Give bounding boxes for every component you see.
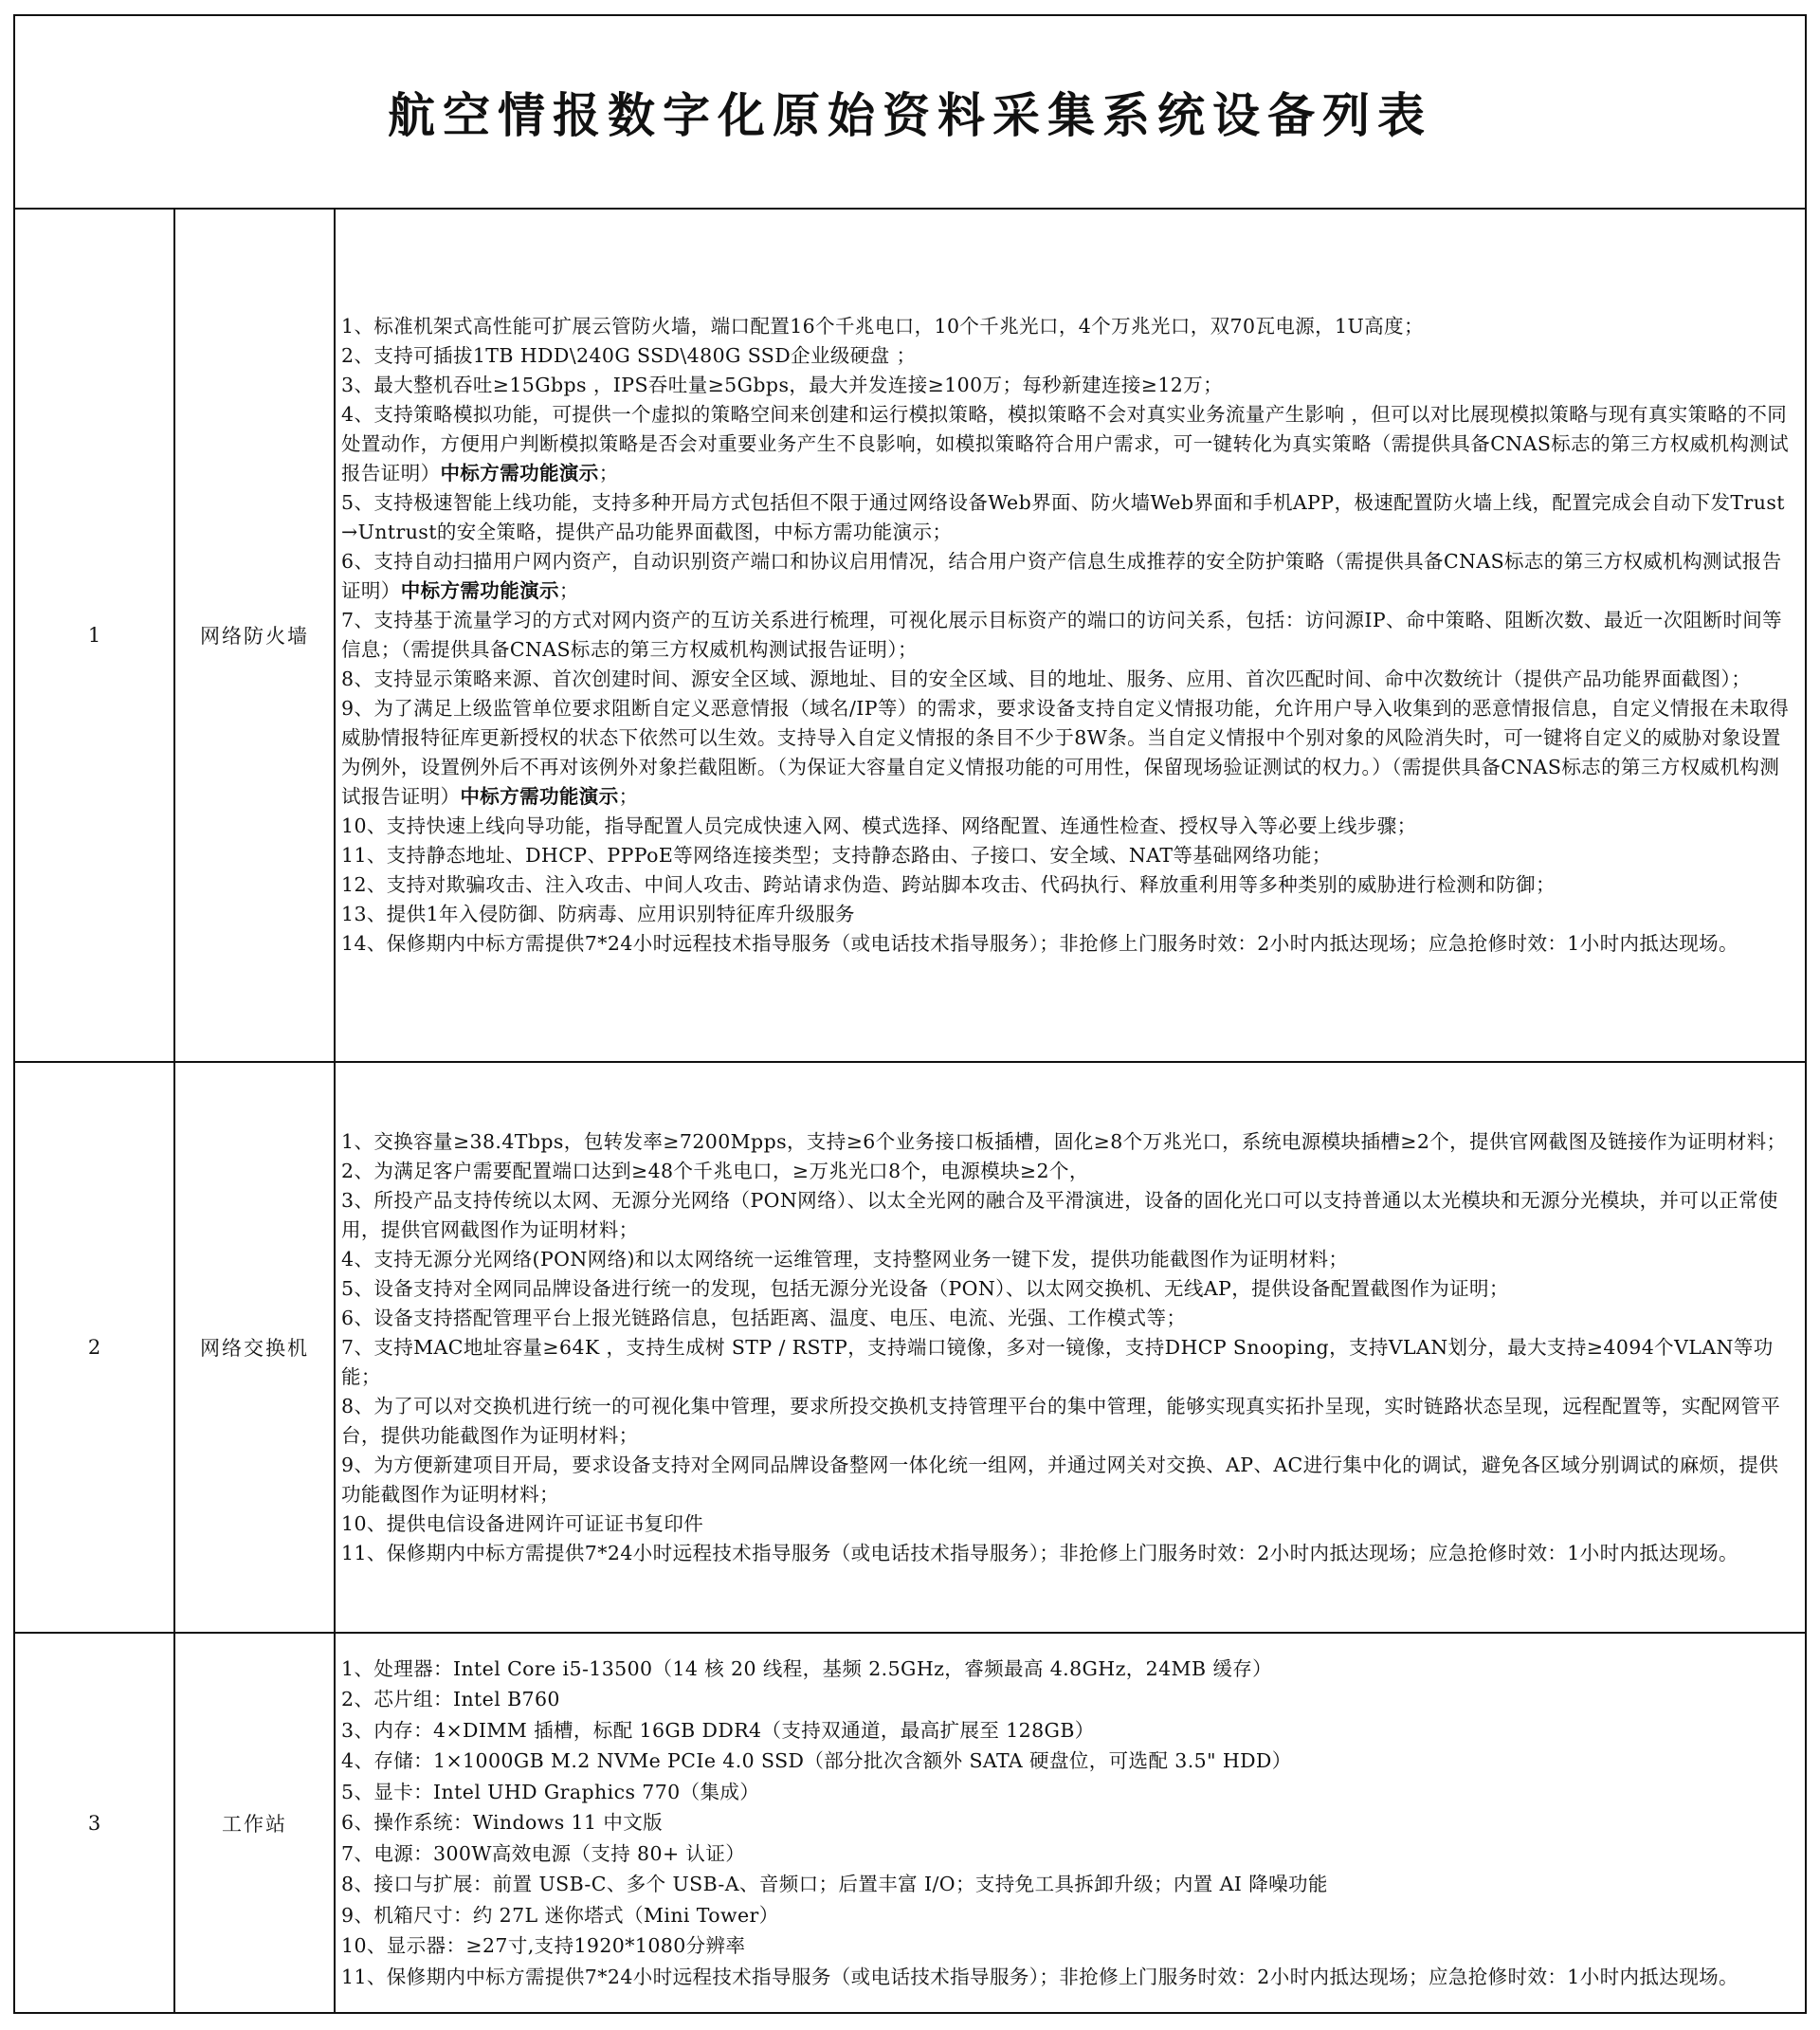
spec-item bbox=[341, 606, 1795, 665]
spec-item bbox=[341, 841, 1795, 870]
spec-list bbox=[336, 210, 1805, 1061]
spec-text: 11、保修期内中标方需提供7*24小时远程技术指导服务（或电话技术指导服务）；非抢修上门服务时效：2小时内抵达现场；应急抢修时效：1小时内抵达现场。 bbox=[341, 1541, 1738, 1564]
spec-item bbox=[341, 341, 1795, 371]
spec-item bbox=[341, 400, 1795, 488]
spec-item bbox=[341, 312, 1795, 341]
spec-list bbox=[336, 1634, 1805, 2012]
spec-item bbox=[341, 870, 1795, 900]
spec-item bbox=[341, 371, 1795, 400]
spec-text: 9、为了满足上级监管单位要求阻断自定义恶意情报（域名/IP等）的需求，要求设备支持自定义情报功能，允许用户导入收集到的恶意情报信息，自定义情报在未取得威胁情报特征库更新授权的状态下依然可以生效。支持导入自定义情报的条目不少于8W条。当自定义情报中个别对象的风险消失时，可一键将自定义的威胁对象设置为例外，设置例外后不再对该例外对象拦截阻断。（为保证大容量自定义情报功能的可用性，保留现场验证测试的权力。）（需提供具备CNAS标志的第三方权威机构测试报告证明） bbox=[341, 697, 1790, 808]
spec-text: 10、提供电信设备进网许可证证书复印件 bbox=[341, 1511, 704, 1535]
spec-item bbox=[341, 694, 1795, 812]
equipment-name: 网络防火墙 bbox=[175, 210, 336, 1061]
spec-text: 11、保修期内中标方需提供7*24小时远程技术指导服务（或电话技术指导服务）；非抢修上门服务时效：2小时内抵达现场；应急抢修时效：1小时内抵达现场。 bbox=[341, 1965, 1738, 1988]
spec-text: 3、内存：4×DIMM 插槽，标配 16GB DDR4（支持双通道，最高扩展至 128GB） bbox=[341, 1718, 1095, 1742]
spec-item bbox=[341, 488, 1795, 547]
spec-item bbox=[341, 1157, 1795, 1186]
spec-item bbox=[341, 1654, 1795, 1685]
equipment-name: 网络交换机 bbox=[175, 1063, 336, 1632]
spec-text: 6、支持自动扫描用户网内资产，自动识别资产端口和协议启用情况，结合用户资产信息生成推荐的安全防护策略（需提供具备CNAS标志的第三方权威机构测试报告证明） bbox=[341, 550, 1782, 602]
spec-emphasis: 中标方需功能演示 bbox=[460, 785, 619, 808]
row-number: 1 bbox=[15, 210, 175, 1061]
spec-text: 5、显卡：Intel UHD Graphics 770（集成） bbox=[341, 1780, 760, 1803]
spec-item bbox=[341, 1900, 1795, 1931]
spec-emphasis: 中标方需功能演示 bbox=[400, 579, 559, 602]
spec-text: 5、设备支持对全网同品牌设备进行统一的发现，包括无源分光设备（PON）、以太网交换机、无线AP，提供设备配置截图作为证明； bbox=[341, 1276, 1509, 1300]
spec-item bbox=[341, 900, 1795, 929]
spec-text: 6、设备支持搭配管理平台上报光链路信息，包括距离、温度、电压、电流、光强、工作模式等； bbox=[341, 1306, 1187, 1329]
spec-item bbox=[341, 1451, 1795, 1509]
spec-text: 12、支持对欺骗攻击、注入攻击、中间人攻击、跨站请求伪造、跨站脚本攻击、代码执行、释放重利用等多种类别的威胁进行检测和防御； bbox=[341, 873, 1556, 896]
spec-emphasis: 中标方需功能演示 bbox=[440, 462, 599, 485]
equipment-list-table bbox=[13, 14, 1807, 2014]
spec-text: 7、电源：300W高效电源（支持 80+ 认证） bbox=[341, 1841, 746, 1865]
spec-item bbox=[341, 1962, 1795, 1993]
spec-text: 2、为满足客户需要配置端口达到≥48个千兆电口，≥万兆光口8个，电源模块≥2个， bbox=[341, 1159, 1089, 1182]
document-title: 航空情报数字化原始资料采集系统设备列表 bbox=[388, 87, 1432, 143]
spec-item bbox=[341, 1304, 1795, 1333]
spec-text: 5、支持极速智能上线功能，支持多种开局方式包括但不限于通过网络设备Web界面、防火墙Web界面和手机APP，极速配置防火墙上线，配置完成会自动下发Trust→Untrust的安全策略，提供产品功能界面截图，中标方需功能演示； bbox=[341, 491, 1785, 543]
spec-item bbox=[341, 1274, 1795, 1304]
title-row bbox=[15, 16, 1805, 210]
spec-text: 7、支持基于流量学习的方式对网内资产的互访关系进行梳理，可视化展示目标资产的端口的访问关系，包括：访问源IP、命中策略、阻断次数、最近一次阻断时间等信息；（需提供具备CNAS标志的第三方权威机构测试报告证明）； bbox=[341, 609, 1783, 661]
table-row bbox=[15, 1634, 1805, 2012]
spec-text: 8、支持显示策略来源、首次创建时间、源安全区域、源地址、目的安全区域、目的地址、服务、应用、首次匹配时间、命中次数统计（提供产品功能界面截图）； bbox=[341, 668, 1752, 690]
spec-text: 1、标准机架式高性能可扩展云管防火墙，端口配置16个千兆电口，10个千兆光口，4个万兆光口，双70瓦电源，1U高度； bbox=[341, 315, 1424, 338]
spec-item bbox=[341, 1127, 1795, 1157]
spec-text: 14、保修期内中标方需提供7*24小时远程技术指导服务（或电话技术指导服务）；非抢修上门服务时效：2小时内抵达现场；应急抢修时效：1小时内抵达现场。 bbox=[341, 932, 1738, 955]
spec-text: 7、支持MAC地址容量≥64K ，支持生成树 STP / RSTP，支持端口镜像，多对一镜像，支持DHCP Snooping，支持VLAN划分，最大支持≥4094个VLAN等功能； bbox=[341, 1335, 1774, 1388]
spec-item bbox=[341, 1715, 1795, 1747]
equipment-name: 工作站 bbox=[175, 1634, 336, 2012]
spec-item bbox=[341, 1777, 1795, 1808]
spec-text: 4、存储：1×1000GB M.2 NVMe PCIe 4.0 SSD（部分批次含额外 SATA 硬盘位，可选配 3.5" HDD） bbox=[341, 1749, 1292, 1773]
spec-tail: ； bbox=[618, 785, 639, 808]
spec-text: 1、处理器：Intel Core i5-13500（14 核 20 线程，基频 2.5GHz，睿频最高 4.8GHz，24MB 缓存） bbox=[341, 1656, 1273, 1680]
spec-text: 8、接口与扩展：前置 USB-C、多个 USB-A、音频口；后置丰富 I/O；支持免工具拆卸升级；内置 AI 降噪功能 bbox=[341, 1873, 1328, 1896]
table-row bbox=[15, 210, 1805, 1063]
spec-item bbox=[341, 1807, 1795, 1838]
spec-item bbox=[341, 1245, 1795, 1274]
spec-text: 4、支持策略模拟功能，可提供一个虚拟的策略空间来创建和运行模拟策略，模拟策略不会对真实业务流量产生影响 ，但可以对比展现模拟策略与现有真实策略的不同处置动作，方便用户判断模拟策略是否会对重要业务产生不良影响，如模拟策略符合用户需求，可一键转化为真实策略（需提供具备CNAS标志的第三方权威机构测试报告证明） bbox=[341, 403, 1790, 485]
spec-item bbox=[341, 1930, 1795, 1962]
table-row bbox=[15, 1063, 1805, 1634]
spec-text: 3、最大整机吞吐≥15Gbps ，IPS吞吐量≥5Gbps，最大并发连接≥100万；每秒新建连接≥12万； bbox=[341, 374, 1224, 396]
spec-item bbox=[341, 547, 1795, 606]
spec-tail: ； bbox=[558, 579, 579, 602]
spec-list bbox=[336, 1063, 1805, 1632]
spec-text: 9、为方便新建项目开局，要求设备支持对全网同品牌设备整网一体化统一组网，并通过网关对交换、AP、AC进行集中化的调试，避免各区域分别调试的麻烦，提供功能截图作为证明材料； bbox=[341, 1453, 1779, 1506]
row-number: 2 bbox=[15, 1063, 175, 1632]
spec-text: 11、支持静态地址、DHCP、PPPoE等网络连接类型；支持静态路由、子接口、安全域、NAT等基础网络功能； bbox=[341, 844, 1332, 867]
spec-text: 2、支持可插拔1TB HDD\240G SSD\480G SSD企业级硬盘 ； bbox=[341, 344, 917, 367]
spec-item bbox=[341, 1186, 1795, 1245]
spec-item bbox=[341, 1333, 1795, 1392]
spec-text: 3、所投产品支持传统以太网、无源分光网络（PON网络）、以太全光网的融合及平滑演进，设备的固化光口可以支持普通以太光模块和无源分光模块，并可以正常使用，提供官网截图作为证明材料； bbox=[341, 1188, 1778, 1241]
spec-item bbox=[341, 1869, 1795, 1900]
spec-item bbox=[341, 1684, 1795, 1715]
row-number: 3 bbox=[15, 1634, 175, 2012]
spec-item bbox=[341, 1392, 1795, 1451]
spec-item bbox=[341, 812, 1795, 841]
spec-item bbox=[341, 1838, 1795, 1870]
spec-item bbox=[341, 1539, 1795, 1568]
spec-text: 1、交换容量≥38.4Tbps，包转发率≥7200Mpps，支持≥6个业务接口板插槽，固化≥8个万兆光口，系统电源模块插槽≥2个，提供官网截图及链接作为证明材料； bbox=[341, 1129, 1787, 1153]
spec-text: 10、支持快速上线向导功能，指导配置人员完成快速入网、模式选择、网络配置、连通性检查、授权导入等必要上线步骤； bbox=[341, 814, 1417, 837]
spec-item bbox=[341, 1746, 1795, 1777]
spec-text: 9、机箱尺寸：约 27L 迷你塔式（Mini Tower） bbox=[341, 1903, 779, 1927]
spec-item bbox=[341, 1509, 1795, 1539]
spec-tail: ； bbox=[598, 462, 619, 485]
spec-text: 4、支持无源分光网络(PON网络)和以太网络统一运维管理，支持整网业务一键下发，提供功能截图作为证明材料； bbox=[341, 1247, 1349, 1271]
spec-text: 13、提供1年入侵防御、防病毒、应用识别特征库升级服务 bbox=[341, 903, 855, 925]
spec-text: 8、为了可以对交换机进行统一的可视化集中管理，要求所投交换机支持管理平台的集中管理，能够实现真实拓扑呈现，实时链路状态呈现，远程配置等，实配网管平台，提供功能截图作为证明材料； bbox=[341, 1394, 1781, 1447]
spec-item bbox=[341, 665, 1795, 694]
spec-item bbox=[341, 929, 1795, 959]
spec-text: 2、芯片组：Intel B760 bbox=[341, 1688, 560, 1711]
spec-text: 6、操作系统：Windows 11 中文版 bbox=[341, 1811, 664, 1835]
spec-text: 10、显示器：≥27寸,支持1920*1080分辨率 bbox=[341, 1934, 746, 1958]
